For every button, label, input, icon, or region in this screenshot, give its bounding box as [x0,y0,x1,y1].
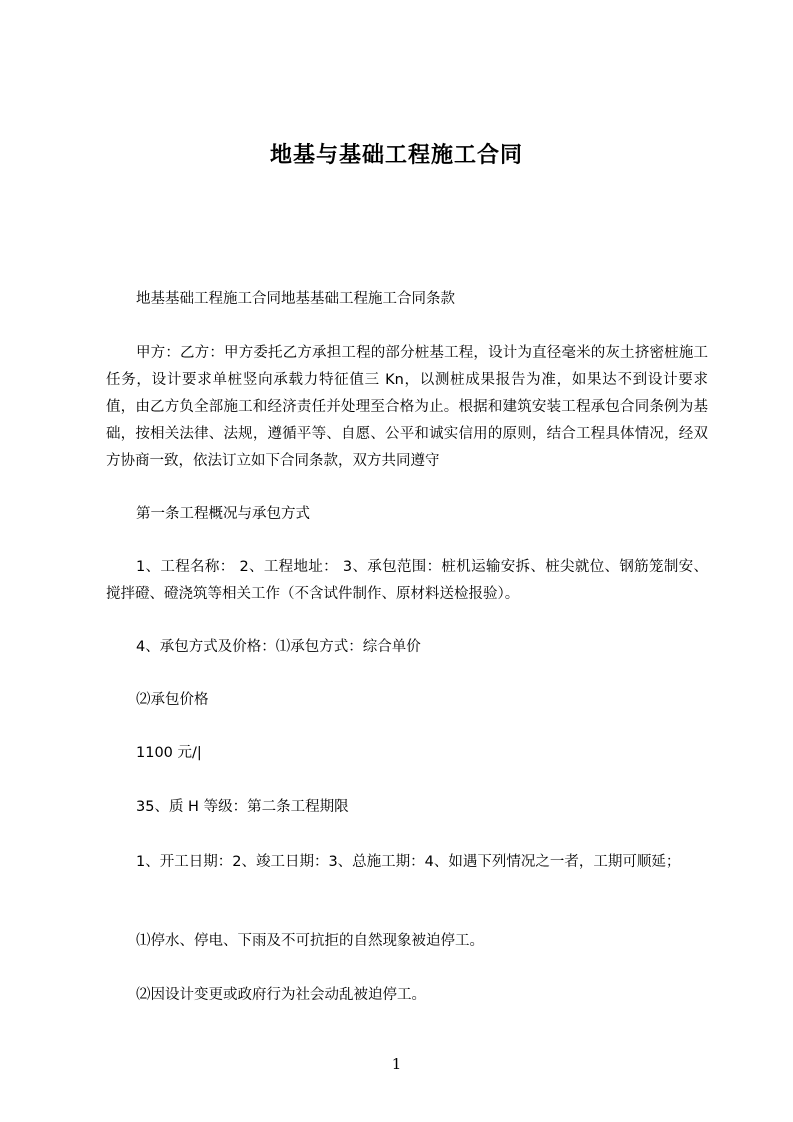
page-number: 1 [391,1055,402,1073]
paragraph-quality-grade: 35、质 H 等级：第二条工程期限 [136,799,349,815]
paragraph-unit-price: 1100 元/| [136,745,202,761]
paragraph-delay-reason-1: ⑴停水、停电、下雨及不可抗拒的自然现象被迫停工。 [136,933,484,949]
paragraph-article-1-heading: 第一条工程概况与承包方式 [136,506,310,522]
document-title: 地基与基础工程施工合同 [269,143,523,168]
paragraph-parties: 甲方：乙方：甲方委托乙方承担工程的部分桩基工程，设计为直径毫米的灰土挤密桩施工任务，设计要求单桩竖向承载力特征值三 Kn，以测桩成果报告为准，如果达不到设计要求值，由乙方负全部施工和经济责任并处理至合格为止。根据和建筑安装工程承包合同条例为基础，按相关法律、法规，遵循平等、自愿、公平和诚实信用的原则，结合工程具体情况，经双方协商一致，依法订立如下合同条款，双方共同遵守 [106,345,708,469]
paragraph-contract-method: 4、承包方式及价格：⑴承包方式：综合单价 [136,639,421,655]
paragraph-intro: 地基基础工程施工合同地基基础工程施工合同条款 [136,291,455,307]
paragraph-project-info: 1、工程名称： 2、工程地址： 3、承包范围：桩机运输安拆、桩尖就位、钢筋笼制安、搅拌磴、磴浇筑等相关工作（不含试件制作、原材料送检报验）。 [106,559,708,602]
paragraph-delay-reason-2: ⑵因设计变更或政府行为社会动乱被迫停工。 [136,987,426,1003]
paragraph-contract-price: ⑵承包价格 [136,692,209,708]
paragraph-schedule: 1、开工日期：2、竣工日期：3、总施工期：4、如遇下列情况之一者，工期可顺延； [136,854,681,870]
